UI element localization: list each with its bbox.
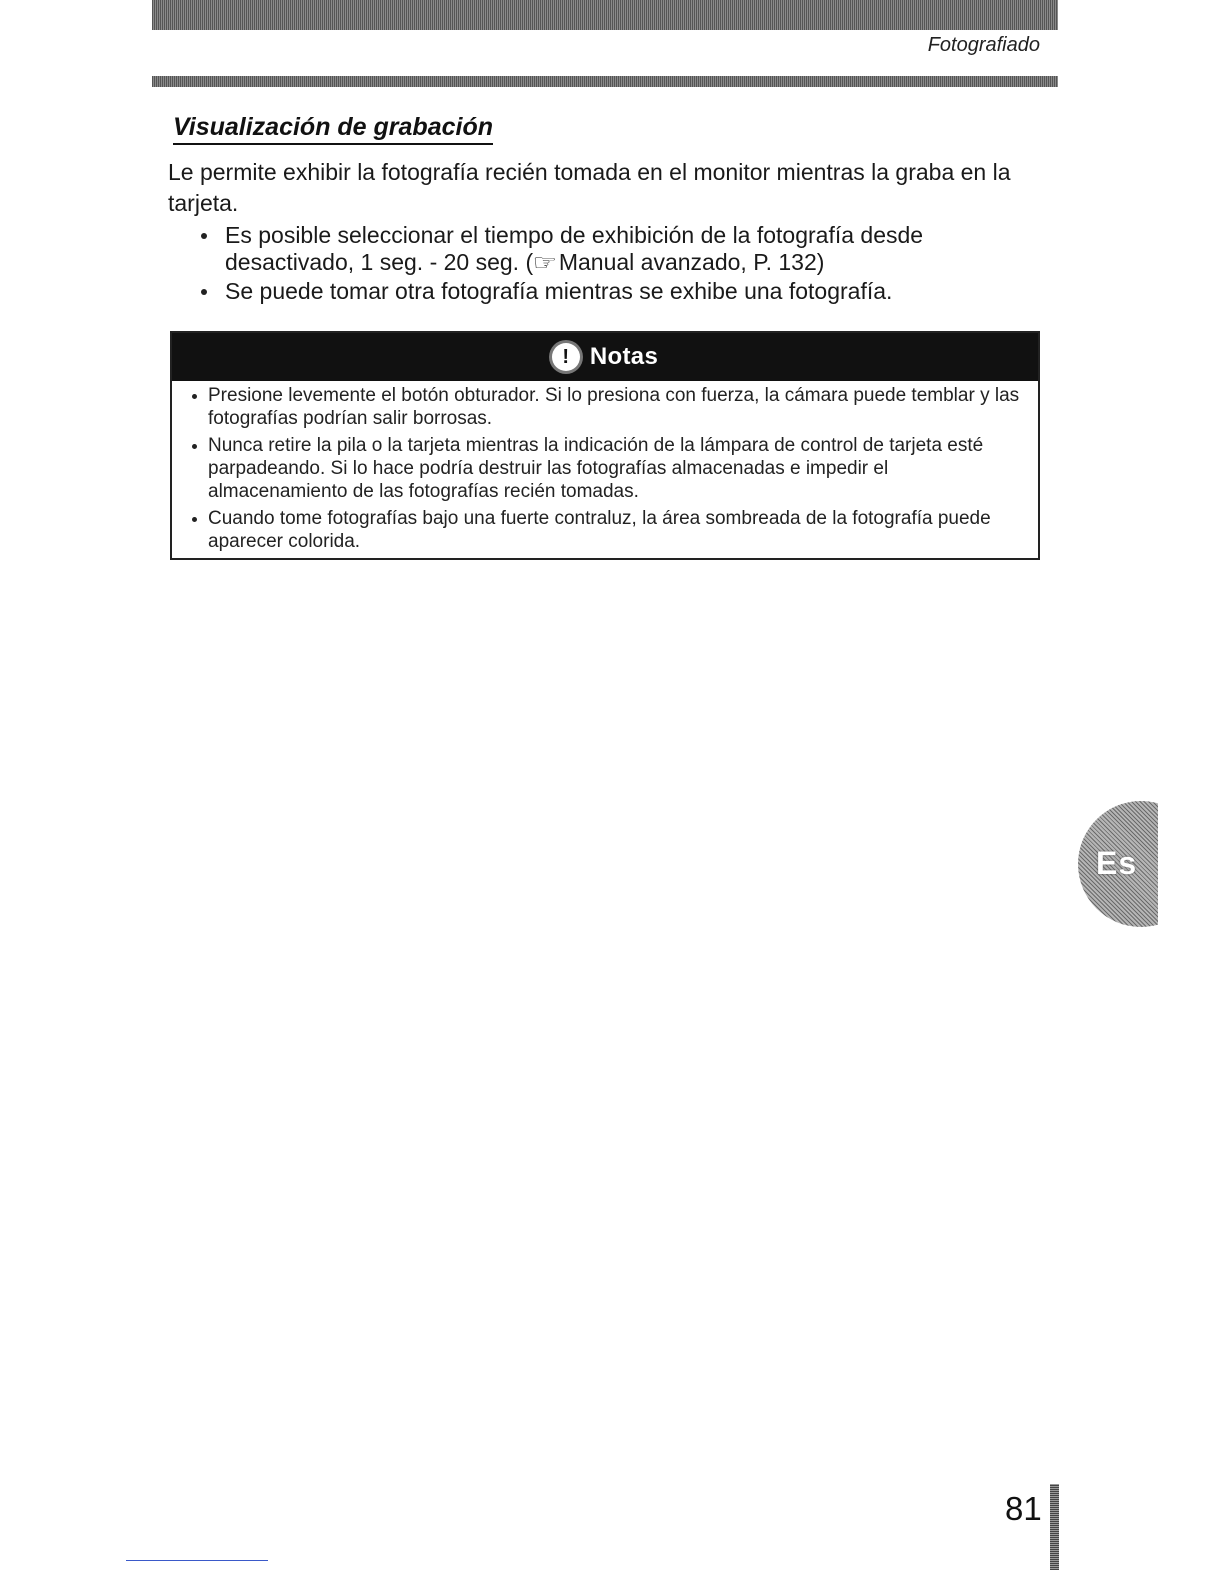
bullet-text: Es posible seleccionar el tiempo de exhibición de la fotografía desde desactivado, 1 seg. - 20 seg. ( [225, 222, 924, 275]
section-title: Visualización de grabación [173, 112, 493, 145]
notes-list [172, 381, 1038, 553]
page-number: 81 [1005, 1490, 1042, 1527]
manual-reference: Manual avanzado, P. 132) [558, 249, 825, 275]
bullet-text: Se puede tomar otra fotografía mientras se exhibe una fotografía. [225, 278, 893, 304]
language-label: Es [1096, 845, 1138, 881]
top-decorative-bar [152, 0, 1058, 30]
bullet-display-time [195, 222, 1035, 276]
running-head: Fotografiado [927, 34, 1040, 56]
note-item: Cuando tome fotografías bajo una fuerte contraluz, la área sombreada de la fotografía puede aparecer colorida. [190, 507, 1020, 553]
pointing-hand-icon: ☞ [532, 250, 558, 275]
notes-header [172, 333, 1038, 381]
notes-box [170, 331, 1040, 560]
note-item: Presione levemente el botón obturador. Si lo presiona con fuerza, la cámara puede temblar y las fotografías podrían salir borrosas. [190, 384, 1020, 430]
note-item: Nunca retire la pila o la tarjeta mientras la indicación de la lámpara de control de tarjeta esté parpadeando. Si lo hace podría destruir las fotografías almacenadas e impedir el almacenamiento de las fotografías recién tomadas. [190, 434, 1020, 503]
language-tab [1078, 801, 1158, 927]
section-bullets [195, 222, 1035, 307]
notes-title: Notas [589, 343, 659, 370]
footer-link-rule[interactable] [126, 1560, 268, 1561]
section-intro: Le permite exhibir la fotografía recién tomada en el monitor mientras la graba en la tarjeta. [168, 159, 1011, 216]
exclamation-icon: ! [552, 343, 580, 371]
header-rule [152, 76, 1058, 87]
page-edge-marker [1050, 1484, 1059, 1570]
bullet-take-another [195, 278, 1035, 305]
